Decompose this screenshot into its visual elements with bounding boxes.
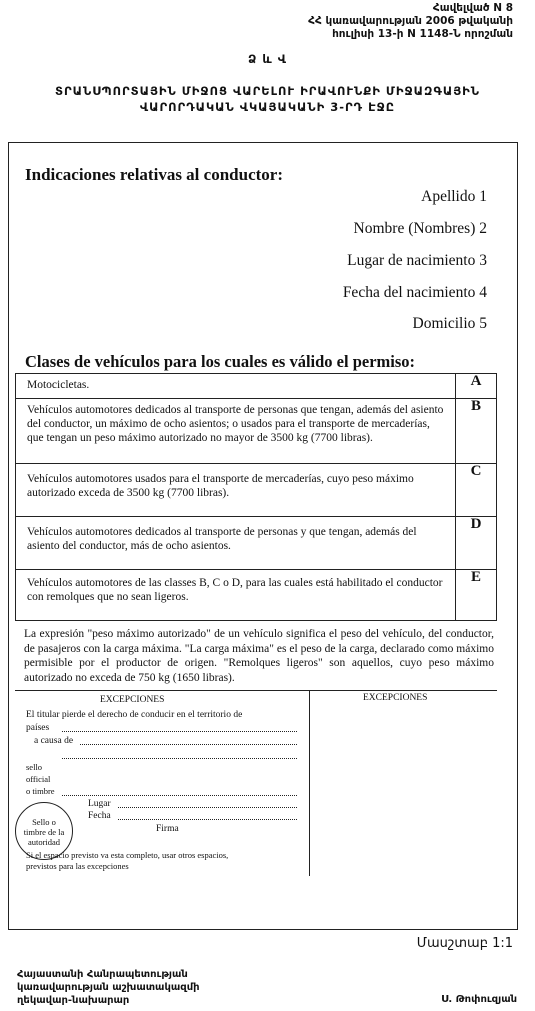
fecha-line: [118, 819, 297, 820]
class-row-b: [16, 399, 497, 464]
annex-line-1: Հավելված N 8: [432, 2, 513, 14]
stamp-line-3: autoridad: [27, 837, 61, 847]
class-letter: B: [456, 399, 497, 464]
class-row-a: [16, 374, 497, 399]
driver-heading: Indicaciones relativas al conductor:: [25, 165, 283, 184]
class-desc: Vehículos automotores dedicados al transporte de personas y que tengan, además del asiento del conductor, más de ocho asientos.: [16, 517, 456, 570]
stamp-line-1: Sello o: [32, 817, 56, 827]
footnote-line-2: previstos para las excepciones: [26, 861, 129, 871]
label-o-timbre: o timbre: [26, 786, 55, 796]
weight-definition-note: La expresión "peso máximo autorizado" de un vehículo significa el peso del vehículo, del conductor, de pasajeros con la carga máxima. "La carga máxima" es el peso de la carga, declarado como máximo permisible por el productor de origen. "Remolques ligeros" son aquellos, cuyo peso máximo autorizado no exceda de 750 kg (1650 libras).: [24, 628, 494, 684]
exceptions-right-heading: EXCEPCIONES: [363, 693, 428, 703]
class-desc: Vehículos automotores usados para el transporte de mercaderías, cuyo peso máximo autorizado exceda de 3500 kg (7700 libras).: [16, 464, 456, 517]
annex-reference: [308, 2, 513, 41]
class-row-e: [16, 570, 497, 621]
footer-line-3: ղեկավար-նախարար: [17, 995, 130, 1006]
class-desc: Vehículos automotores de las classes B, C o D, para las cuales está habilitado el conductor con remolques que no sean ligeros.: [16, 570, 456, 621]
stamp-line-2: timbre de la: [23, 827, 65, 837]
footer-signer: Ս. Թոփուզյան: [441, 994, 517, 1005]
causa-line-2: [62, 758, 297, 759]
label-fecha: Fecha: [88, 811, 111, 821]
label-official: official: [26, 774, 51, 784]
label-sello: sello: [26, 762, 43, 772]
label-lugar: Lugar: [88, 799, 111, 809]
field-surname: Apellido 1: [421, 188, 487, 205]
field-name: Nombre (Nombres) 2: [353, 220, 487, 237]
class-letter: C: [456, 464, 497, 517]
exceptions-footnote: [26, 850, 306, 872]
title-line-1: ՏՐԱՆՍՊՈՐՏԱՅԻՆ ՄԻՋՈՑ ՎԱՐԵԼՈՒ ԻՐԱՎՈՒՆՔԻ ՄԻՋԱԶԳԱՅԻՆ: [55, 84, 480, 98]
class-row-c: [16, 464, 497, 517]
annex-line-3: հուլիսի 13-ի N 1148-Ն որոշման: [332, 28, 513, 40]
causa-line: [80, 744, 297, 745]
footer-line-1: Հայաստանի Հանրապետության: [17, 969, 188, 980]
label-firma: Firma: [156, 824, 179, 834]
class-letter: D: [456, 517, 497, 570]
class-row-d: [16, 517, 497, 570]
class-letter: E: [456, 570, 497, 621]
paises-line: [62, 731, 297, 732]
classes-table: [15, 373, 497, 621]
label-paises: países: [26, 723, 50, 733]
class-desc: Motocicletas.: [16, 374, 456, 399]
footer-line-2: կառավարության աշխատակազմի: [17, 982, 200, 993]
lugar-line: [118, 807, 297, 808]
exceptions-line-1: El titular pierde el derecho de conducir en el territorio de: [26, 710, 243, 720]
timbre-line: [62, 795, 297, 796]
scale-label: Մասշտաբ 1:1: [416, 936, 513, 951]
field-address: Domicilio 5: [412, 315, 487, 332]
field-birthdate: Fecha del nacimiento 4: [342, 284, 487, 301]
classes-heading: Clases de vehículos para los cuales es válido el permiso:: [25, 352, 416, 371]
annex-line-2: ՀՀ կառավարության 2006 թվականի: [308, 15, 513, 27]
class-desc: Vehículos automotores dedicados al transporte de personas que tengan, además del asiento del conductor, un máximo de ocho asientos; o usados para el transporte de mercaderías, que tengan un peso máximo autorizado no mayor de 3500 kg (7700 libras).: [16, 399, 456, 464]
field-birthplace: Lugar de nacimiento 3: [347, 252, 487, 269]
exceptions-left-heading: EXCEPCIONES: [100, 695, 165, 705]
class-letter: A: [456, 374, 497, 399]
footer-official-title: [17, 968, 200, 1007]
footnote-line-1: Si el espacio previsto va esta completo, usar otros espacios,: [26, 850, 229, 860]
form-label: Ձ և Վ: [248, 52, 287, 66]
title-line-2: ՎԱՐՈՐԴԱԿԱՆ ՎԿԱՅԱԿԱՆԻ 3-ՐԴ ԷՋԸ: [139, 100, 396, 114]
label-a-causa: a causa de: [34, 736, 74, 746]
